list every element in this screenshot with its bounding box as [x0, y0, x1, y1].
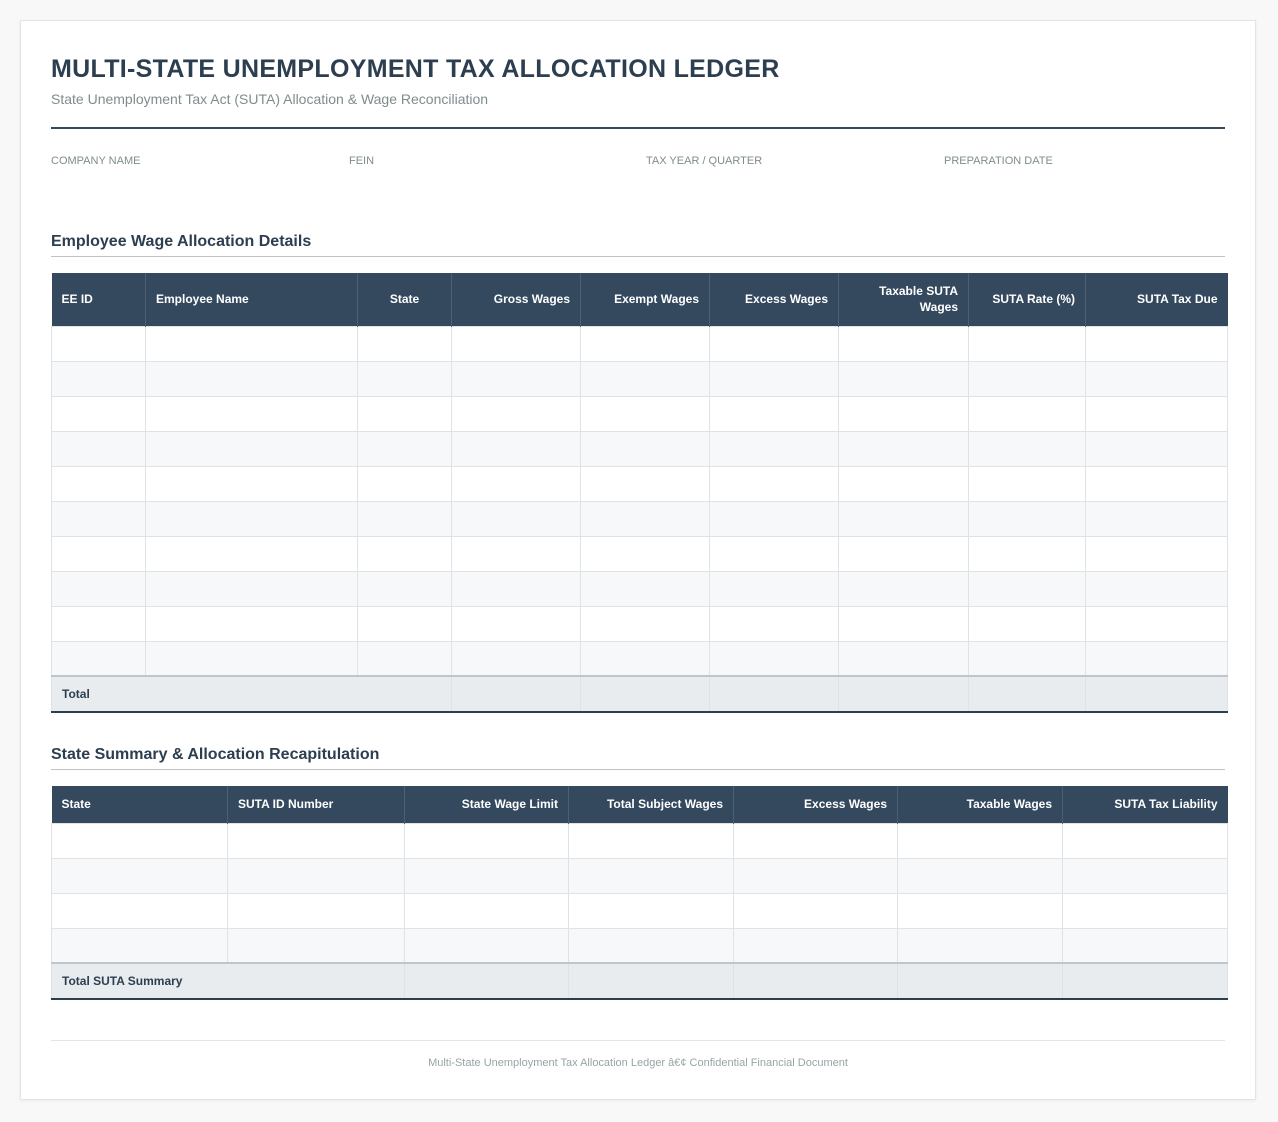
table-cell[interactable]: [839, 501, 969, 536]
table-cell[interactable]: [1086, 606, 1228, 641]
table-cell[interactable]: [734, 823, 898, 858]
table-cell[interactable]: [358, 431, 452, 466]
total-taxable-suta-wages-cell[interactable]: [839, 676, 969, 712]
table-cell[interactable]: [839, 466, 969, 501]
footer-text: Multi-State Unemployment Tax Allocation Ledger â€¢ Confidential Financial Document: [428, 1057, 848, 1069]
table-cell[interactable]: [358, 361, 452, 396]
tax-year-quarter-label: TAX YEAR / QUARTER: [646, 155, 763, 167]
table-cell[interactable]: [581, 606, 710, 641]
table-cell[interactable]: [146, 431, 358, 466]
table-cell[interactable]: [228, 893, 405, 928]
table-cell[interactable]: [52, 606, 146, 641]
total-suta-tax-liability-cell[interactable]: [1063, 963, 1228, 999]
table-cell[interactable]: [1086, 641, 1228, 676]
table-cell[interactable]: [569, 823, 734, 858]
table-cell[interactable]: [969, 606, 1086, 641]
table-cell[interactable]: [52, 571, 146, 606]
col-total-subject-wages: Total Subject Wages: [569, 786, 734, 823]
table-row: [52, 431, 1228, 466]
table-cell[interactable]: [710, 361, 839, 396]
table-cell[interactable]: [734, 928, 898, 963]
table-cell[interactable]: [969, 641, 1086, 676]
col-state: State: [358, 273, 452, 326]
table-cell[interactable]: [839, 361, 969, 396]
table-cell[interactable]: [52, 858, 228, 893]
preparation-date-label: PREPARATION DATE: [944, 155, 1053, 167]
table-cell[interactable]: [581, 431, 710, 466]
table-cell[interactable]: [969, 361, 1086, 396]
company-name-label: COMPANY NAME: [51, 155, 141, 167]
employee-wage-table: [51, 273, 1228, 713]
fein-label: FEIN: [349, 155, 375, 167]
table-cell[interactable]: [146, 536, 358, 571]
table-cell[interactable]: [569, 858, 734, 893]
state-total-label: Total SUTA Summary: [52, 963, 405, 999]
table-cell[interactable]: [710, 606, 839, 641]
table-row: [52, 501, 1228, 536]
header-divider: [51, 127, 1225, 129]
state-section-title: State Summary & Allocation Recapitulation: [51, 746, 380, 763]
table-cell[interactable]: [839, 641, 969, 676]
table-cell[interactable]: [452, 466, 581, 501]
table-cell[interactable]: [452, 641, 581, 676]
table-cell[interactable]: [1086, 466, 1228, 501]
table-cell[interactable]: [839, 536, 969, 571]
table-cell[interactable]: [358, 466, 452, 501]
table-cell[interactable]: [581, 466, 710, 501]
col-ee-id: EE ID: [52, 273, 146, 326]
table-cell[interactable]: [710, 431, 839, 466]
employee-total-label: Total: [52, 676, 452, 712]
total-suta-rate-cell[interactable]: [969, 676, 1086, 712]
table-cell[interactable]: [358, 641, 452, 676]
table-cell[interactable]: [52, 536, 146, 571]
table-row: [52, 823, 1228, 858]
table-cell[interactable]: [710, 501, 839, 536]
table-cell[interactable]: [710, 466, 839, 501]
table-cell[interactable]: [405, 928, 569, 963]
state-summary-table: [51, 786, 1228, 1000]
total-suta-tax-due-cell[interactable]: [1086, 676, 1228, 712]
table-cell[interactable]: [581, 396, 710, 431]
table-cell[interactable]: [146, 571, 358, 606]
table-cell[interactable]: [452, 501, 581, 536]
table-cell[interactable]: [1086, 571, 1228, 606]
col-suta-tax-liability: SUTA Tax Liability: [1063, 786, 1228, 823]
table-cell[interactable]: [1086, 431, 1228, 466]
col-excess-wages: Excess Wages: [734, 786, 898, 823]
table-cell[interactable]: [1086, 396, 1228, 431]
col-state-wage-limit: State Wage Limit: [405, 786, 569, 823]
table-cell[interactable]: [581, 571, 710, 606]
table-cell[interactable]: [898, 928, 1063, 963]
table-cell[interactable]: [1086, 361, 1228, 396]
total-excess-wages-cell[interactable]: [710, 676, 839, 712]
table-row: [52, 606, 1228, 641]
table-cell[interactable]: [581, 326, 710, 361]
table-cell[interactable]: [52, 396, 146, 431]
table-cell[interactable]: [969, 571, 1086, 606]
table-cell[interactable]: [452, 571, 581, 606]
total-taxable-wages-cell[interactable]: [898, 963, 1063, 999]
table-cell[interactable]: [146, 326, 358, 361]
table-cell[interactable]: [969, 501, 1086, 536]
table-cell[interactable]: [710, 641, 839, 676]
table-cell[interactable]: [1086, 536, 1228, 571]
col-gross-wages: Gross Wages: [452, 273, 581, 326]
table-row: [52, 361, 1228, 396]
table-cell[interactable]: [405, 823, 569, 858]
employee-total-row: [52, 676, 1228, 712]
table-cell[interactable]: [358, 501, 452, 536]
table-cell[interactable]: [228, 823, 405, 858]
ledger-document: [20, 20, 1256, 1100]
footer-divider: [51, 1040, 1225, 1041]
table-cell[interactable]: [52, 431, 146, 466]
table-cell[interactable]: [710, 571, 839, 606]
col-suta-rate: SUTA Rate (%): [969, 273, 1086, 326]
table-cell[interactable]: [146, 501, 358, 536]
table-cell[interactable]: [1063, 928, 1228, 963]
total-excess-wages-cell[interactable]: [734, 963, 898, 999]
table-cell[interactable]: [839, 431, 969, 466]
table-cell[interactable]: [52, 326, 146, 361]
employee-table-body: [52, 326, 1228, 676]
table-cell[interactable]: [969, 431, 1086, 466]
table-cell[interactable]: [358, 606, 452, 641]
table-cell[interactable]: [710, 396, 839, 431]
document-subtitle: State Unemployment Tax Act (SUTA) Allocation & Wage Reconciliation: [51, 91, 489, 107]
col-suta-id-number: SUTA ID Number: [228, 786, 405, 823]
table-cell[interactable]: [358, 536, 452, 571]
table-cell[interactable]: [52, 501, 146, 536]
meta-fields: [51, 155, 1225, 175]
table-header-row: [52, 273, 1228, 326]
table-cell[interactable]: [146, 466, 358, 501]
total-subject-wages-cell[interactable]: [569, 963, 734, 999]
employee-section-divider: [51, 256, 1225, 257]
col-exempt-wages: Exempt Wages: [581, 273, 710, 326]
col-state: State: [52, 786, 228, 823]
total-state-wage-limit-cell[interactable]: [405, 963, 569, 999]
col-taxable-wages: Taxable Wages: [898, 786, 1063, 823]
table-header-row: [52, 786, 1228, 823]
table-cell[interactable]: [1063, 893, 1228, 928]
table-cell[interactable]: [452, 536, 581, 571]
col-excess-wages: Excess Wages: [710, 273, 839, 326]
table-cell[interactable]: [52, 893, 228, 928]
state-table-body: [52, 823, 1228, 963]
table-cell[interactable]: [1063, 823, 1228, 858]
table-row: [52, 641, 1228, 676]
table-cell[interactable]: [52, 466, 146, 501]
total-gross-wages-cell[interactable]: [452, 676, 581, 712]
table-cell[interactable]: [52, 928, 228, 963]
table-cell[interactable]: [569, 893, 734, 928]
col-employee-name: Employee Name: [146, 273, 358, 326]
table-cell[interactable]: [146, 641, 358, 676]
table-cell[interactable]: [146, 396, 358, 431]
table-row: [52, 893, 1228, 928]
table-cell[interactable]: [358, 571, 452, 606]
table-cell[interactable]: [898, 823, 1063, 858]
table-cell[interactable]: [1086, 326, 1228, 361]
table-row: [52, 466, 1228, 501]
table-cell[interactable]: [52, 361, 146, 396]
table-row: [52, 858, 1228, 893]
table-cell[interactable]: [52, 823, 228, 858]
table-cell[interactable]: [710, 326, 839, 361]
state-total-row: [52, 963, 1228, 999]
table-cell[interactable]: [569, 928, 734, 963]
table-cell[interactable]: [52, 641, 146, 676]
table-cell[interactable]: [452, 326, 581, 361]
employee-section-title: Employee Wage Allocation Details: [51, 233, 312, 250]
table-cell[interactable]: [581, 641, 710, 676]
table-cell[interactable]: [839, 571, 969, 606]
table-cell[interactable]: [358, 396, 452, 431]
table-cell[interactable]: [405, 858, 569, 893]
table-cell[interactable]: [452, 431, 581, 466]
state-section-divider: [51, 769, 1225, 770]
table-cell[interactable]: [452, 361, 581, 396]
table-cell[interactable]: [969, 466, 1086, 501]
table-cell[interactable]: [969, 326, 1086, 361]
table-cell[interactable]: [581, 501, 710, 536]
table-cell[interactable]: [898, 858, 1063, 893]
table-row: [52, 928, 1228, 963]
table-cell[interactable]: [969, 536, 1086, 571]
table-row: [52, 536, 1228, 571]
table-row: [52, 326, 1228, 361]
table-cell[interactable]: [146, 361, 358, 396]
table-cell[interactable]: [710, 536, 839, 571]
table-cell[interactable]: [898, 893, 1063, 928]
table-cell[interactable]: [581, 536, 710, 571]
table-cell[interactable]: [358, 326, 452, 361]
table-cell[interactable]: [839, 396, 969, 431]
table-cell[interactable]: [734, 858, 898, 893]
table-cell[interactable]: [734, 893, 898, 928]
col-suta-tax-due: SUTA Tax Due: [1086, 273, 1228, 326]
table-cell[interactable]: [146, 606, 358, 641]
table-cell[interactable]: [228, 858, 405, 893]
table-cell[interactable]: [452, 606, 581, 641]
table-cell[interactable]: [452, 396, 581, 431]
table-cell[interactable]: [839, 606, 969, 641]
table-row: [52, 571, 1228, 606]
table-cell[interactable]: [405, 893, 569, 928]
table-cell[interactable]: [228, 928, 405, 963]
table-cell[interactable]: [969, 396, 1086, 431]
total-exempt-wages-cell[interactable]: [581, 676, 710, 712]
table-cell[interactable]: [839, 326, 969, 361]
document-title: MULTI-STATE UNEMPLOYMENT TAX ALLOCATION LEDGER: [51, 55, 780, 83]
col-taxable-suta-wages: Taxable SUTA Wages: [839, 273, 969, 326]
table-row: [52, 396, 1228, 431]
table-cell[interactable]: [1086, 501, 1228, 536]
table-cell[interactable]: [1063, 858, 1228, 893]
table-cell[interactable]: [581, 361, 710, 396]
